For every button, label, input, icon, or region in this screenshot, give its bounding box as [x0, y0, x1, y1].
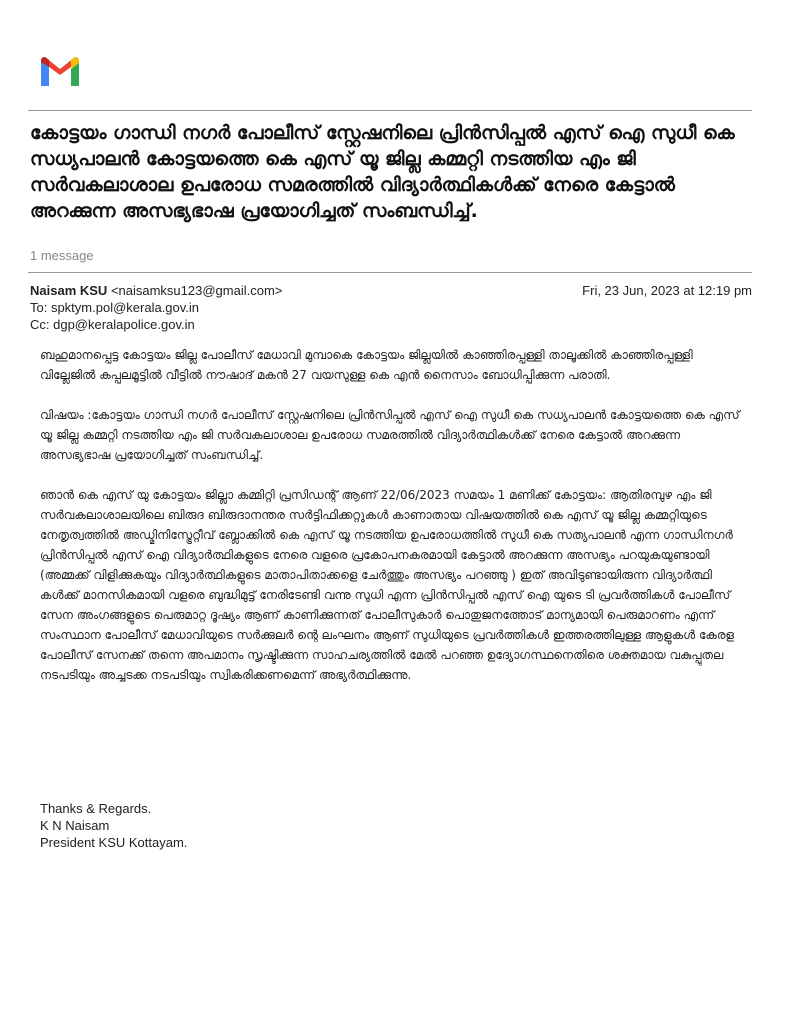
signature-line-3: President KSU Kottayam.: [40, 835, 188, 850]
message-date: Fri, 23 Jun, 2023 at 12:19 pm: [582, 283, 752, 298]
body-paragraph-1: ബഹുമാനപ്പെട്ട കോട്ടയം ജില്ല പോലീസ് മേധാവി മുമ്പാകെ കോട്ടയം ജില്ലയിൽ കാഞ്ഞിരപ്പള്ളി താലൂക്കിൽ കാഞ്ഞിരപ്പള്ളി വില്ലേജിൽ കപ്പലമൂട്ടിൽ വീട്ടിൽ നൗഷാദ് മകൻ 27 വയസുള്ള കെ എൻ നൈസാം ബോധിപ്പിക്കുന്ന പരാതി.: [40, 348, 693, 382]
signature-line-1: Thanks & Regards.: [40, 801, 152, 816]
signature: [40, 800, 440, 851]
body-paragraph-2: വിഷയം :കോട്ടയം ഗാന്ധി നഗർ പോലീസ് സ്റ്റേഷനിലെ പ്രിൻസിപ്പൽ എസ് ഐ സുധീ കെ സധ്യപാലൻ കോട്ടയത്തെ കെ എസ് യൂ ജില്ല കമ്മറ്റി നടത്തിയ എം ജി സർവകലാശാല ഉപരോധ സമരത്തിൽ വിദ്യാർത്ഥികൾക്ക് നേരെ കേട്ടാൽ അറക്കുന്ന അസഭ്യഭാഷ പ്രയോഗിച്ചത് സംബന്ധിച്ച്.: [40, 408, 740, 462]
cc-recipients: Cc: dgp@keralapolice.gov.in: [30, 317, 195, 332]
sender-email[interactable]: <naisamksu123@gmail.com>: [110, 283, 283, 298]
sender-name: Naisam KSU: [30, 283, 108, 298]
header-divider: [28, 110, 752, 111]
message-body: [40, 345, 740, 705]
sender: [30, 282, 282, 299]
thread-divider: [28, 272, 752, 273]
message-header: [30, 282, 752, 333]
body-paragraph-3: ഞാൻ കെ എസ് യു കോട്ടയം ജില്ലാ കമ്മിറ്റി പ്രസിഡന്റ് ആണ് 22/06/2023 സമയം 1 മണിക്ക് കോട്ടയം: ആതിരമ്പുഴ എം ജി സർവകലാശാലയിലെ ബിരുദ ബിരുദാനന്തര സർട്ടിഫിക്കറ്റുകൾ കാണാതായ വിഷയത്തിൽ കെ എസ് യൂ ജില്ല കമ്മറ്റിയുടെ നേതൃത്വത്തിൽ അഡ്മിനിസ്ട്രേറ്റീവ് ബ്ലോക്കിൽ കെ എസ് യൂ നടത്തിയ ഉപരോധത്തിൽ സുധീ കെ സത്യപാലൻ എന്ന ഗാന്ധിനഗർ പ്രിൻസിപ്പൽ എസ് ഐ വിദ്യാർത്ഥികളുടെ നേരെ വളരെ പ്രകോപനകരമായി കേട്ടാൽ അറക്കുന്ന അസഭ്യം പറയുകയുണ്ടായി (അമ്മക്ക് വിളിക്കുകയും വിദ്യാർത്ഥികളുടെ മാതാപിതാക്കളെ ചേർത്തും അസഭ്യം പറഞ്ഞു ) ഇത് അവിടുണ്ടായിരുന്ന വിദ്യാർത്ഥി കൾക്ക് മാനസികമായി വളരെ ബുദ്ധിമുട്ട് നേരിടേണ്ടി വന്നു സുധി എന്ന പ്രിൻസിപ്പൽ എസ് ഐ യുടെ ടി പ്രവർത്തികൾ പോലീസ് സേന അംഗങ്ങളുടെ പെരുമാറ്റ ദൂഷ്യം ആണ് കാണിക്കുന്നത് പോലീസുകാർ പൊതുജനത്തോട് മാന്യമായി പെരുമാറണം എന്ന് സംസ്ഥാന പോലീസ് മേധാവിയുടെ സർക്കുലർ ന്റെ ലംഘനം ആണ് സുധിയുടെ പ്രവർത്തികൾ ഇത്തരത്തിലുള്ള ആളുകൾ കേരള പോലീസ് സേനക്ക് തന്നെ അപമാനം സൃഷ്ടിക്കുന്ന സാഹചര്യത്തിൽ മേൽ പറഞ്ഞ ഉദ്യോഗസ്ഥനെതിരെ ശക്തമായ വകുപ്പുതല നടപടിയും അച്ചടക്ക നടപടിയും സ്വികരിക്കണമെന്ന് അഭ്യർത്ഥിക്കുന്നു.: [40, 488, 734, 682]
gmail-logo-icon: [38, 54, 82, 88]
to-recipients: To: spktym.pol@kerala.gov.in: [30, 300, 200, 315]
email-subject: കോട്ടയം ഗാന്ധി നഗർ പോലീസ് സ്റ്റേഷനിലെ പ്രിൻസിപ്പൽ എസ് ഐ സുധീ കെ സധ്യപാലൻ കോട്ടയത്തെ കെ എസ് യൂ ജില്ല കമ്മറ്റി നടത്തിയ എം ജി സർവകലാശാല ഉപരോധ സമരത്തിൽ വിദ്യാർത്ഥികൾക്ക് നേരെ കേട്ടാൽ അറക്കുന്ന അസഭ്യഭാഷ പ്രയോഗിച്ചത് സംബന്ധിച്ച്.: [30, 122, 735, 222]
signature-line-2: K N Naisam: [40, 818, 110, 833]
message-count: 1 message: [30, 248, 94, 263]
